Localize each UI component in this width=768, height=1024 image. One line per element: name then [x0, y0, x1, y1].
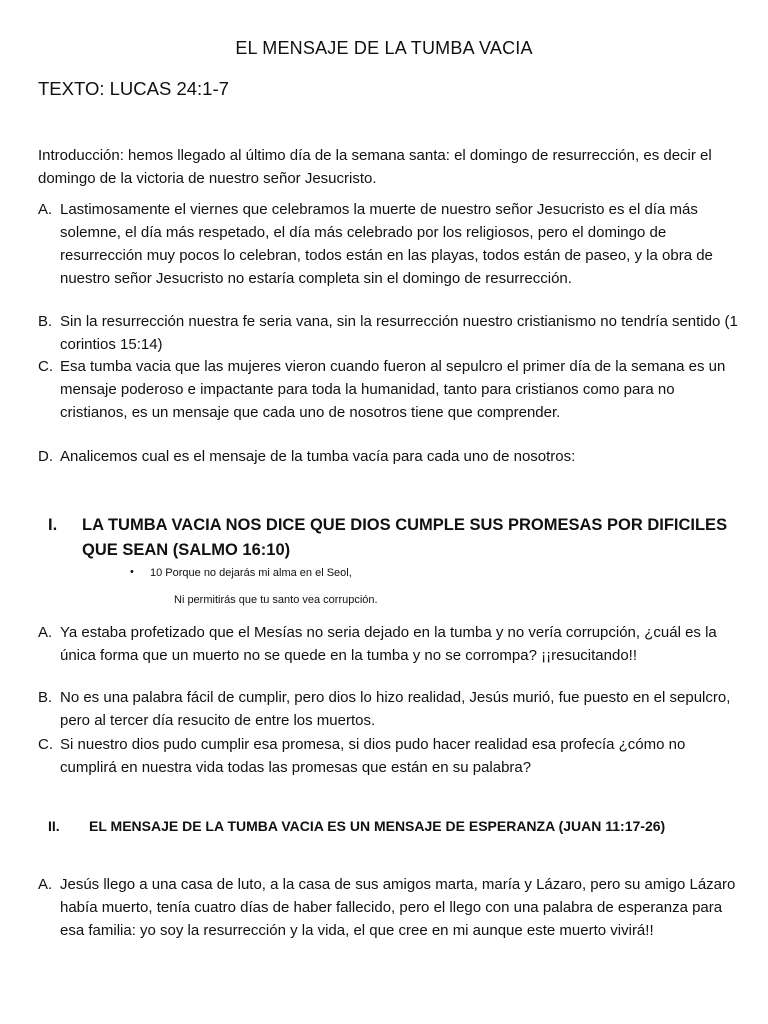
list-item-text: Analicemos cual es el mensaje de la tumba vacía para cada uno de nosotros:	[60, 448, 576, 465]
list-marker: C.	[38, 358, 53, 375]
document-title: EL MENSAJE DE LA TUMBA VACIA	[235, 38, 533, 58]
list-item	[38, 621, 738, 667]
list-item-text: Ya estaba profetizado que el Mesías no seria dejado en la tumba y no vería corrupción, ¿cuál es la única forma que un muerto no se quede en la tumba y no se corrompa? ¡¡resucitando!!	[60, 624, 717, 664]
verse-line: Ni permitirás que tu santo vea corrupción.	[174, 594, 378, 606]
list-item	[38, 686, 738, 732]
bullet-icon: •	[130, 566, 134, 578]
list-item	[38, 355, 738, 424]
list-item-text: Lastimosamente el viernes que celebramos la muerte de nuestro señor Jesucristo es el día más solemne, el día más respetado, el día más celebrado por los religiosos, pero el domingo de resurrección muy pocos lo celebran, todos están en las playas, todos están de paseo, y la obra de nuestro señor Jesucristo no estaría completa sin el domingo de resurrección.	[60, 201, 713, 287]
list-marker: A.	[38, 876, 53, 893]
list-item	[38, 873, 738, 942]
list-item-text: Jesús llego a una casa de luto, a la casa de sus amigos marta, maría y Lázaro, pero su amigo Lázaro había muerto, tenía cuatro días de haber fallecido, pero el llego con una palabra de esperanza para esa familia: yo soy la resurrección y la vida, el que cree en mi aunque este muerto vivirá!!	[60, 876, 736, 939]
scripture-reference: TEXTO: LUCAS 24:1-7	[38, 78, 229, 99]
list-marker: A.	[38, 201, 53, 218]
list-marker: B.	[38, 689, 53, 706]
section-heading-text: EL MENSAJE DE LA TUMBA VACIA ES UN MENSAJE DE ESPERANZA (JUAN 11:17-26)	[89, 818, 666, 834]
section-heading	[48, 513, 738, 563]
list-marker: D.	[38, 448, 53, 465]
list-marker: A.	[38, 624, 53, 641]
list-marker: C.	[38, 736, 53, 753]
list-item	[38, 445, 738, 468]
section-heading-text: LA TUMBA VACIA NOS DICE QUE DIOS CUMPLE SUS PROMESAS POR DIFICILES QUE SEAN (SALMO 16:10)	[82, 516, 728, 559]
list-item-text: Sin la resurrección nuestra fe seria vana, sin la resurrección nuestro cristianismo no tendría sentido (1 corintios 15:14)	[60, 313, 738, 353]
list-item	[38, 310, 738, 356]
section-heading	[48, 815, 738, 837]
section-numeral: I.	[48, 516, 58, 534]
verse-line: 10 Porque no dejarás mi alma en el Seol,	[150, 567, 352, 579]
list-item-text: Esa tumba vacia que las mujeres vieron cuando fueron al sepulcro el primer día de la semana es un mensaje poderoso e impactante para toda la humanidad, tanto para cristianos como para no cristianos, es un mensaje que cada uno de nosotros tiene que comprender.	[60, 358, 726, 421]
section-numeral: II.	[48, 818, 60, 834]
list-marker: B.	[38, 313, 53, 330]
introduction-paragraph: Introducción: hemos llegado al último día de la semana santa: el domingo de resurrección, es decir el domingo de la victoria de nuestro señor Jesucristo.	[38, 147, 712, 187]
list-item	[38, 198, 738, 290]
list-item	[38, 733, 738, 779]
list-item-text: Si nuestro dios pudo cumplir esa promesa, si dios pudo hacer realidad esa profecía ¿cómo no cumplirá en nuestra vida todas las promesas que están en su palabra?	[60, 736, 686, 776]
list-item-text: No es una palabra fácil de cumplir, pero dios lo hizo realidad, Jesús murió, fue puesto en el sepulcro, pero al tercer día resucito de entre los muertos.	[60, 689, 731, 729]
